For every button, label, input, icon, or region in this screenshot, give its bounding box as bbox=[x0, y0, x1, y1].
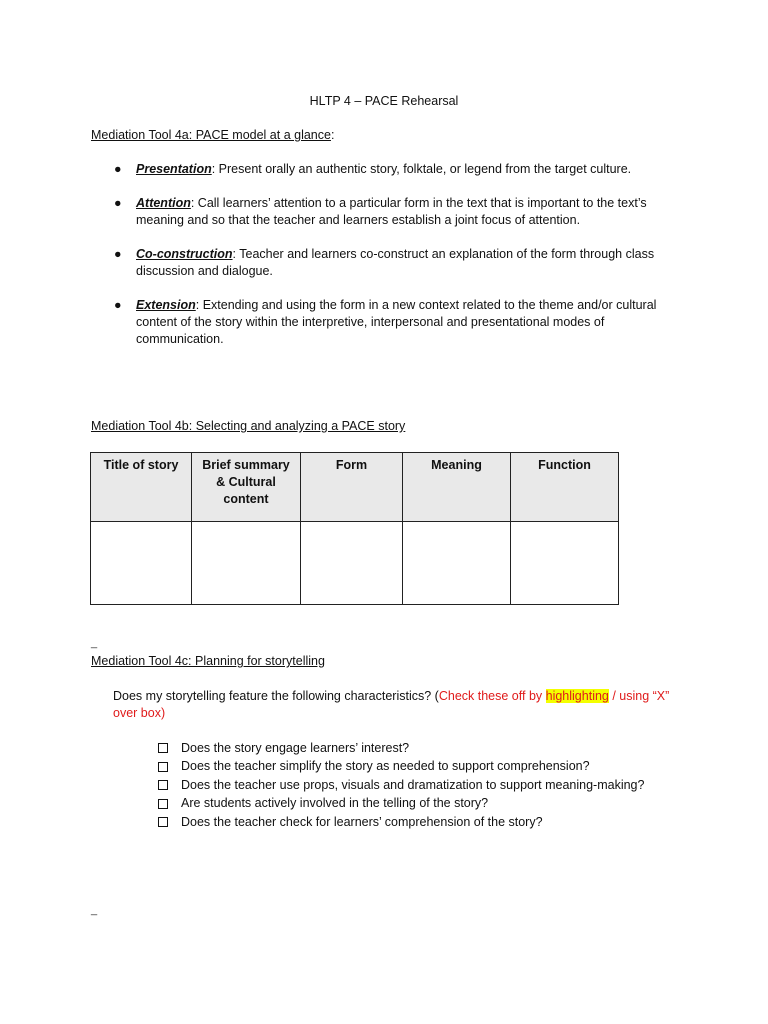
section-4a-heading bbox=[91, 127, 334, 144]
checklist-item-label: Does the teacher simplify the story as needed to support comprehension? bbox=[181, 759, 590, 774]
checkbox-icon[interactable] bbox=[158, 743, 168, 753]
table-cell[interactable] bbox=[403, 522, 511, 605]
bullet-mark: ● bbox=[114, 196, 122, 210]
pace-description: : Present orally an authentic story, folktale, or legend from the target culture. bbox=[211, 162, 632, 176]
section-4c-heading: Mediation Tool 4c: Planning for storytelling bbox=[91, 654, 325, 668]
table-row bbox=[91, 522, 619, 605]
bullet-mark: ● bbox=[114, 162, 122, 176]
bullet-mark: ● bbox=[114, 247, 122, 261]
checklist-item bbox=[158, 776, 644, 795]
check-note-part2: / using “X” over box) bbox=[113, 689, 670, 720]
checkbox-icon[interactable] bbox=[158, 762, 168, 772]
table-cell[interactable] bbox=[192, 522, 301, 605]
table-header-cell: Form bbox=[301, 453, 403, 522]
table-header-row bbox=[91, 453, 619, 522]
pace-item-attention bbox=[136, 195, 676, 229]
table-header-cell: Brief summary & Cultural content bbox=[192, 453, 301, 522]
pace-description: : Call learners’ attention to a particular form in the text that is important to the text’s meaning and so that the teacher and learners establish a joint focus of attention. bbox=[136, 196, 647, 227]
section-4b-heading: Mediation Tool 4b: Selecting and analyzing a PACE story bbox=[91, 419, 406, 433]
highlighting-word: highlighting bbox=[545, 689, 609, 703]
bullet-mark: ● bbox=[114, 298, 122, 312]
pace-term: Co-construction bbox=[136, 247, 233, 261]
pace-term: Presentation bbox=[136, 162, 212, 176]
checklist-item bbox=[158, 813, 644, 832]
checklist-item-label: Does the story engage learners’ interest? bbox=[181, 740, 410, 755]
checkbox-icon[interactable] bbox=[158, 780, 168, 790]
document-title: HLTP 4 – PACE Rehearsal bbox=[309, 94, 459, 108]
checklist-item-label: Are students actively involved in the telling of the story? bbox=[181, 796, 489, 811]
stray-dash-mark: _ bbox=[91, 637, 98, 649]
pace-item-co-construction bbox=[136, 246, 676, 280]
pace-item-extension bbox=[136, 297, 676, 348]
checkbox-icon[interactable] bbox=[158, 799, 168, 809]
pace-term: Attention bbox=[136, 196, 191, 210]
pace-item-presentation bbox=[136, 161, 676, 178]
table-header-cell: Function bbox=[511, 453, 619, 522]
checklist-item bbox=[158, 795, 644, 814]
pace-description: : Extending and using the form in a new context related to the theme and/or cultural content of the story within the interpretive, interpersonal and presentational modes of communication. bbox=[136, 298, 657, 346]
check-note-part1: Check these off by bbox=[438, 689, 546, 703]
storytelling-question bbox=[113, 688, 683, 722]
section-4a-heading-text: Mediation Tool 4a: PACE model at a glance bbox=[91, 128, 331, 142]
pace-term: Extension bbox=[136, 298, 196, 312]
section-4a-heading-colon: : bbox=[330, 128, 335, 142]
checklist-item-label: Does the teacher use props, visuals and dramatization to support meaning-making? bbox=[181, 777, 645, 792]
checklist-item bbox=[158, 758, 644, 777]
table-cell[interactable] bbox=[511, 522, 619, 605]
table-cell[interactable] bbox=[91, 522, 192, 605]
stray-dash-mark: _ bbox=[91, 904, 98, 916]
pace-description: : Teacher and learners co-construct an explanation of the form through class discussion and dialogue. bbox=[136, 247, 655, 278]
table-header-cell: Title of story bbox=[91, 453, 192, 522]
table-header-cell: Meaning bbox=[403, 453, 511, 522]
checklist-item bbox=[158, 739, 644, 758]
table-cell[interactable] bbox=[301, 522, 403, 605]
checkbox-icon[interactable] bbox=[158, 817, 168, 827]
pace-story-table bbox=[90, 452, 619, 605]
storytelling-checklist bbox=[158, 739, 644, 832]
checklist-item-label: Does the teacher check for learners’ comprehension of the story? bbox=[181, 814, 543, 829]
question-text: Does my storytelling feature the following characteristics? ( bbox=[113, 689, 439, 703]
